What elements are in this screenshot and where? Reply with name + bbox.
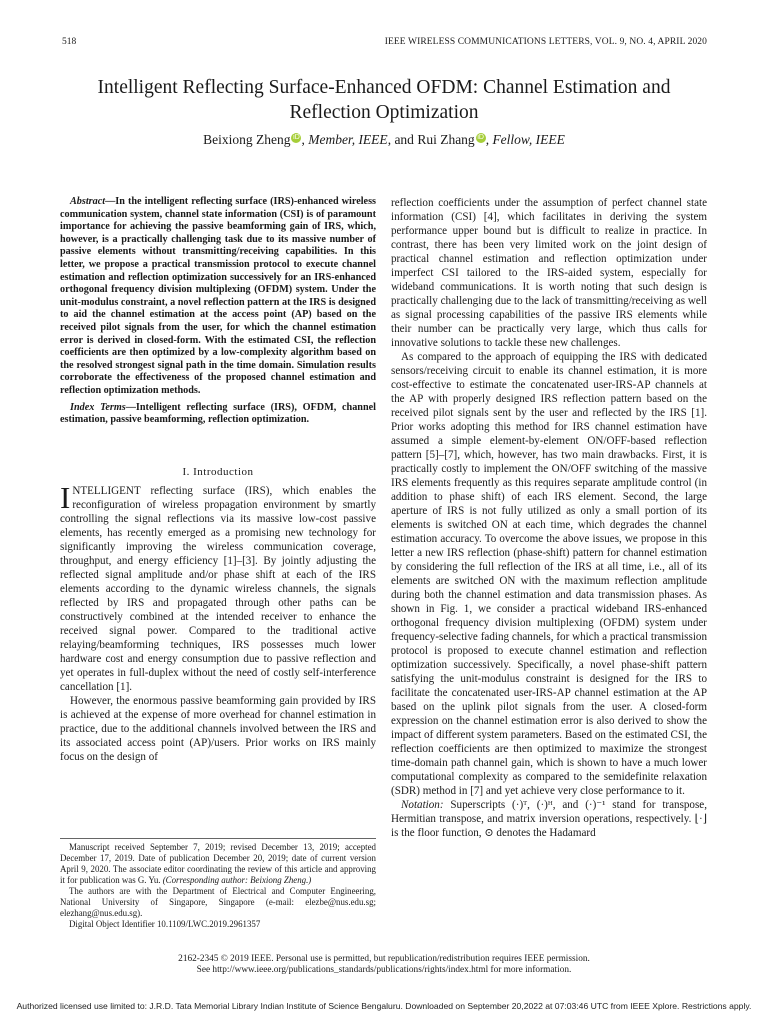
notation-label: Notation: xyxy=(401,799,444,811)
corresponding-author: (Corresponding author: Beixiong Zheng.) xyxy=(162,875,312,885)
author-affiliation-role: Fellow, IEEE xyxy=(492,132,565,147)
intro-paragraph xyxy=(60,479,376,694)
author-affiliation-role: Member, IEEE xyxy=(308,132,388,147)
index-terms-text: —Intelligent reflecting surface (IRS), OFDM, channel estimation, passive beamforming, reflection optimization. xyxy=(60,401,376,426)
footnote-affiliation: The authors are with the Department of Electrical and Computer Engineering, National University of Singapore, Singapore (e-mail: elezbe@nus.edu.sg; elezhang@nus.edu.sg). xyxy=(60,886,376,918)
abstract xyxy=(60,196,376,398)
notation-paragraph xyxy=(391,798,707,840)
index-terms xyxy=(60,402,376,427)
author-name: Beixiong Zheng xyxy=(203,132,291,147)
abstract-label: Abstract xyxy=(70,196,106,207)
journal-header: IEEE WIRELESS COMMUNICATIONS LETTERS, VOL. 9, NO. 4, APRIL 2020 xyxy=(384,37,707,47)
download-notice: Authorized licensed use limited to: J.R.D. Tata Memorial Library Indian Institute of Science Bengaluru. Downloaded on September 20,2022 at 07:03:46 UTC from IEEE Xplore. Restrictions apply. xyxy=(16,1001,752,1011)
copyright-footer xyxy=(0,954,768,976)
copyright-line: 2162-2345 © 2019 IEEE. Personal use is permitted, but republication/redistribution requires IEEE permission. xyxy=(178,954,590,964)
footnote-divider xyxy=(60,838,376,839)
notation-text: Superscripts (·)ᵀ, (·)ᴴ, and (·)⁻¹ stand for transpose, Hermitian transpose, and matrix inversion operations, respectively. ⌊·⌋ is the floor function, ⊙ denotes the Hadamard xyxy=(391,799,707,839)
index-terms-label: Index Terms xyxy=(70,401,126,413)
orcid-icon[interactable]: iD xyxy=(293,133,300,141)
footnote-manuscript xyxy=(60,842,376,886)
body-paragraph: As compared to the approach of equipping the IRS with dedicated sensors/receiving circuit to enable its channel estimation, it is more cost-effective to estimate the concatenated user-IRS-AP channels at the AP with properly designed IRS reflection pattern based on the received pilot signals sent by the user and reflected by the IRS [1]. Prior works adopting this method for IRS channel estimation have assumed a simple element-by-element ON/OFF-based reflection pattern [5]–[7], which, however, has two main drawbacks. First, it is practically costly to implement the ON/OFF switching of the massive IRS elements frequently as this requires separate amplitude control (in addition to phase shift) of each IRS element. Second, the large aperture of IRS is not fully utilized as only a small portion of its elements is switched ON at each time, which degrades the channel estimation accuracy. To overcome the above issues, we propose in this letter a new IRS reflection (phase-shift) pattern for channel estimation by considering the full reflection of the IRS at all time, i.e., all of its elements are switched ON with the maximum reflection amplitude during both the channel estimation and data transmission phases. As shown in Fig. 1, we consider a practical wideband IRS-enhanced orthogonal frequency division multiplexing (OFDM) system under frequency-selective fading channels, for which a practical transmission protocol is proposed to execute channel estimation and reflection optimization successively. Specifically, a novel phase-shift pattern satisfying the unit-modulus constraint is designed for the IRS to facilitate the concatenated user-IRS-AP channel estimation at the AP based on the uplink pilot signals from the user. A closed-form expression on the channel estimation error is also derived to show the impact of different system parameters. Based on the estimated CSI, the reflection coefficients are then optimized to maximize the strongest time-domain path channel gain, which is shown to have a much lower computational complexity as compared to the semidefinite relaxation (SDR) method in [7] and yet achieve very close performance to it. xyxy=(391,351,707,797)
rights-link[interactable]: See http://www.ieee.org/publications_standards/publications/rights/index.html for more information. xyxy=(196,965,572,975)
body-paragraph: reflection coefficients under the assumption of perfect channel state information (CSI) [4], which facilitates in deriving the system performance upper bound but is difficult to realize in practice. In contrast, there has been very limited work on the joint design of practical channel estimation and reflection optimization under imperfect CSI tailored to the IRS-aided system, especially for wideband communications. It is worth noting that such design is practically challenging due to the lack of transmitting/receiving as well as signal processing capabilities of the passive IRS elements while their number can be practically very large, which thus calls for innovative solutions to tackle these new challenges. xyxy=(391,197,707,349)
right-column xyxy=(391,196,707,840)
section-heading: I. Introduction xyxy=(182,465,254,478)
author-line: Beixiong Zheng iD , Member, IEEE, and Rui Zhang iD , Fellow, IEEE xyxy=(203,132,565,147)
footnote-text: Manuscript received September 7, 2019; revised December 13, 2019; accepted December 17, 2019. Date of publication December 20, 2019; date of current version April 9, 2020. The associate editor coordinating the review of this article and approving it for publication was G. Yu. xyxy=(60,842,376,885)
intro-text: NTELLIGENT reflecting surface (IRS), which enables the reconfiguration of wireless propagation environment by smartly controlling the signal reflections via its massive low-cost passive elements, has recently emerged as a promising new technology for significantly improving the wireless communication coverage, throughput, and energy efficiency [1]–[3]. By jointly adjusting the reflected signal amplitude and/or phase shift at each of the IRS elements according to the dynamic wireless channels, the signals reflected by IRS and propagated through other paths can be constructively combined at the intended receiver to enhance the received signal power. Compared to the traditional active relaying/beamforming techniques, IRS possesses much lower hardware cost and energy consumption due to passive reflection and yet operates in full-duplex without the need of costly self-interference cancellation [1]. xyxy=(60,484,376,693)
author-name: Rui Zhang xyxy=(417,132,475,147)
page-number: 518 xyxy=(62,37,77,47)
footnote-doi: Digital Object Identifier 10.1109/LWC.2019.2961357 xyxy=(69,919,261,929)
drop-cap: I xyxy=(60,479,71,515)
author-connector: , and xyxy=(387,132,418,147)
paper-title: Intelligent Reflecting Surface-Enhanced OFDM: Channel Estimation and Reflection Optimization xyxy=(97,77,671,123)
orcid-icon[interactable]: iD xyxy=(477,133,484,141)
abstract-text: —In the intelligent reflecting surface (IRS)-enhanced wireless communication system, channel state information (CSI) is of paramount importance for achieving the passive beamforming gain of IRS, which, however, is a practically challenging task due to its massive number of passive elements without transmitting/receiving capabilities. In this letter, we propose a practical transmission protocol to execute channel estimation and reflection optimization successively for an IRS-enhanced orthogonal frequency division multiplexing (OFDM) system. Under the unit-modulus constraint, a novel reflection pattern at the IRS is designed to aid the channel estimation at the access point (AP) based on the received pilot signals from the user, for which the channel estimation error is derived in closed-form. With the estimated CSI, the reflection coefficients are then optimized by a low-complexity algorithm based on the resolved strongest signal path in the time domain. Simulation results corroborate the effectiveness of the proposed channel estimation and reflection optimization methods. xyxy=(60,196,376,396)
footnotes xyxy=(60,842,376,930)
left-column xyxy=(60,196,376,764)
intro-paragraph: However, the enormous passive beamforming gain provided by IRS is achieved at the expense of more overhead for channel estimation in practice, due to the additional channels involved between the IRS and its associated access point (AP)/users. Prior works on IRS mainly focus on the design of xyxy=(60,694,376,763)
